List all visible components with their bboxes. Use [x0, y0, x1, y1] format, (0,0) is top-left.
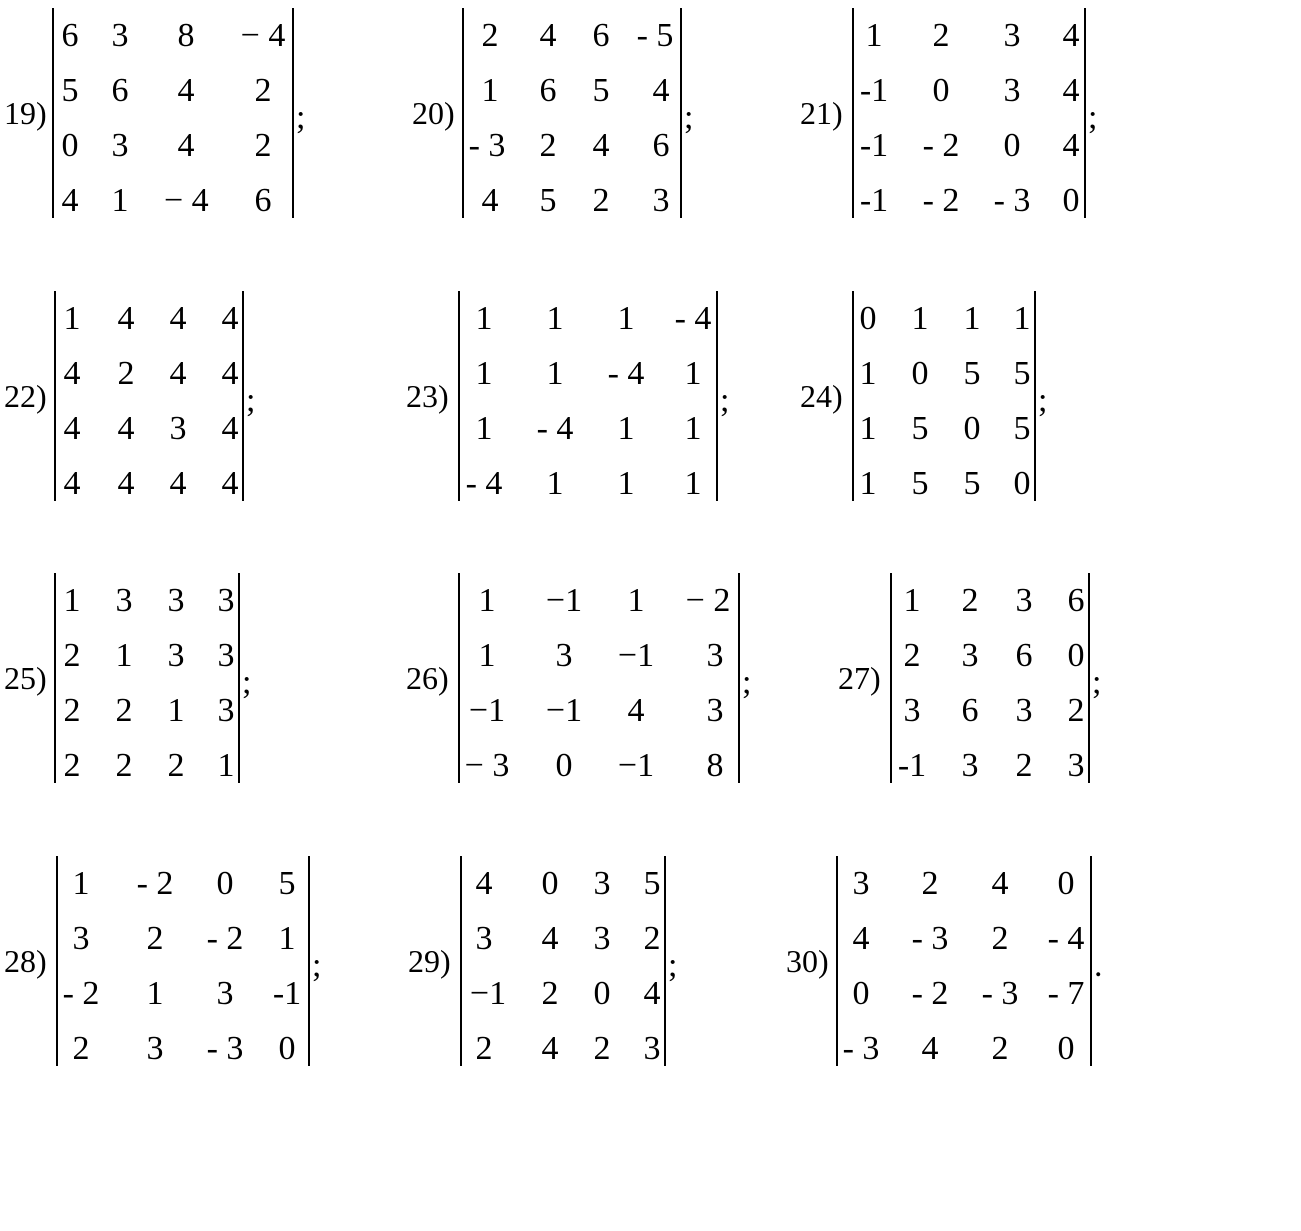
matrix-row — [460, 628, 738, 683]
matrix-cell: 1 — [63, 300, 81, 337]
matrix-cell: 0 — [1062, 182, 1080, 219]
matrix-cell: 2 — [643, 920, 661, 957]
matrix-cell: 6 — [111, 72, 129, 109]
matrix-cell: 4 — [991, 865, 1009, 902]
matrix-cell: - 4 — [1047, 920, 1085, 957]
determinant-problem-30 — [786, 856, 1116, 1066]
matrix-row — [56, 401, 242, 456]
matrix-row — [464, 8, 680, 63]
matrix-cell: 6 — [1067, 582, 1085, 619]
matrix-cell: - 2 — [922, 182, 960, 219]
matrix-cell: 3 — [217, 692, 235, 729]
matrix-row — [460, 683, 738, 738]
matrix-cell: 2 — [991, 1030, 1009, 1067]
matrix-cell: 2 — [63, 692, 81, 729]
matrix-cell: 1 — [546, 300, 564, 337]
matrix-cell: 1 — [475, 410, 493, 447]
matrix-row — [54, 118, 292, 173]
matrix-cell: - 3 — [842, 1030, 880, 1067]
matrix-row — [58, 966, 308, 1021]
matrix-cell: 2 — [593, 1030, 611, 1067]
matrix-row — [56, 683, 238, 738]
matrix-row — [838, 911, 1090, 966]
trailing-punctuation: ; — [1092, 664, 1102, 701]
matrix-row — [462, 856, 664, 911]
matrix-cell: 4 — [169, 355, 187, 392]
matrix-cell: 2 — [541, 975, 559, 1012]
matrix-cell: - 4 — [465, 465, 503, 502]
matrix-cell: 4 — [1062, 127, 1080, 164]
matrix-cell: 1 — [865, 17, 883, 54]
determinant-problem-27 — [838, 573, 1108, 783]
matrix-row — [854, 118, 1084, 173]
matrix-cell: 1 — [859, 410, 877, 447]
matrix-row — [892, 738, 1088, 793]
matrix-cell: −1 — [545, 582, 583, 619]
matrix-cell: 6 — [652, 127, 670, 164]
matrix-cell: 1 — [475, 300, 493, 337]
matrix-cell: 3 — [167, 637, 185, 674]
matrix-cell: 3 — [1067, 747, 1085, 784]
matrix-cell: 3 — [1015, 692, 1033, 729]
matrix-cell: 8 — [177, 17, 195, 54]
matrix-row — [854, 63, 1084, 118]
matrix-cell: -1 — [897, 747, 927, 784]
matrix-cell: 4 — [921, 1030, 939, 1067]
matrix-cell: 2 — [72, 1030, 90, 1067]
matrix-cell: 3 — [555, 637, 573, 674]
determinant-matrix — [458, 573, 740, 783]
determinant-matrix — [458, 291, 718, 501]
matrix-cell: − 3 — [464, 747, 510, 784]
matrix-cell: 4 — [63, 355, 81, 392]
matrix-cell: - 2 — [922, 127, 960, 164]
matrix-cell: 1 — [1013, 300, 1031, 337]
matrix-cell: 5 — [278, 865, 296, 902]
problem-label: 27) — [838, 660, 881, 696]
matrix-cell: 3 — [706, 692, 724, 729]
matrix-cell: 1 — [903, 582, 921, 619]
matrix-cell: 0 — [555, 747, 573, 784]
matrix-cell: 1 — [617, 410, 635, 447]
matrix-cell: 0 — [61, 127, 79, 164]
matrix-cell: 3 — [593, 920, 611, 957]
matrix-cell: 4 — [627, 692, 645, 729]
matrix-row — [54, 8, 292, 63]
matrix-cell: 6 — [539, 72, 557, 109]
matrix-cell: 2 — [991, 920, 1009, 957]
matrix-row — [892, 683, 1088, 738]
matrix-row — [854, 401, 1034, 456]
determinant-matrix — [52, 8, 294, 218]
matrix-cell: 4 — [169, 300, 187, 337]
matrix-row — [56, 291, 242, 346]
matrix-cell: 5 — [911, 465, 929, 502]
determinant-problem-20 — [412, 8, 712, 218]
matrix-row — [854, 8, 1084, 63]
matrix-row — [854, 173, 1084, 228]
matrix-cell: 4 — [541, 920, 559, 957]
matrix-row — [56, 738, 238, 793]
matrix-cell: - 2 — [62, 975, 100, 1012]
matrix-cell: 0 — [911, 355, 929, 392]
problem-label: 19) — [4, 95, 47, 131]
matrix-row — [464, 173, 680, 228]
matrix-cell: -1 — [859, 127, 889, 164]
determinant-problem-29 — [408, 856, 698, 1066]
trailing-punctuation: ; — [668, 947, 678, 984]
matrix-cell: 0 — [852, 975, 870, 1012]
matrix-cell: 2 — [115, 692, 133, 729]
matrix-cell: 2 — [117, 355, 135, 392]
matrix-cell: 0 — [216, 865, 234, 902]
matrix-cell: 1 — [72, 865, 90, 902]
matrix-row — [462, 1021, 664, 1076]
matrix-cell: 2 — [254, 72, 272, 109]
matrix-row — [460, 346, 716, 401]
matrix-cell: - 2 — [136, 865, 174, 902]
matrix-cell: 5 — [911, 410, 929, 447]
matrix-cell: 4 — [481, 182, 499, 219]
matrix-cell: 6 — [61, 17, 79, 54]
matrix-row — [854, 346, 1034, 401]
matrix-cell: 4 — [643, 975, 661, 1012]
matrix-cell: 0 — [1013, 465, 1031, 502]
matrix-cell: -1 — [859, 72, 889, 109]
matrix-cell: 1 — [478, 637, 496, 674]
determinant-problem-19 — [4, 8, 324, 218]
trailing-punctuation: ; — [742, 664, 752, 701]
matrix-row — [58, 1021, 308, 1076]
matrix-cell: 5 — [1013, 410, 1031, 447]
determinant-matrix — [460, 856, 666, 1066]
matrix-cell: 3 — [1015, 582, 1033, 619]
matrix-cell: 4 — [221, 410, 239, 447]
matrix-cell: 1 — [167, 692, 185, 729]
matrix-cell: 0 — [963, 410, 981, 447]
matrix-cell: 0 — [1057, 865, 1075, 902]
determinant-matrix — [890, 573, 1090, 783]
matrix-cell: -1 — [859, 182, 889, 219]
matrix-cell: −1 — [617, 747, 655, 784]
matrix-cell: - 3 — [468, 127, 506, 164]
matrix-cell: 5 — [61, 72, 79, 109]
matrix-cell: 2 — [115, 747, 133, 784]
trailing-punctuation: ; — [296, 99, 306, 136]
matrix-cell: 0 — [932, 72, 950, 109]
matrix-row — [54, 173, 292, 228]
matrix-cell: 0 — [278, 1030, 296, 1067]
matrix-cell: 1 — [627, 582, 645, 619]
matrix-cell: 4 — [1062, 72, 1080, 109]
matrix-cell: 5 — [643, 865, 661, 902]
matrix-cell: 0 — [1067, 637, 1085, 674]
matrix-cell: 2 — [63, 637, 81, 674]
matrix-cell: 6 — [254, 182, 272, 219]
matrix-cell: 2 — [961, 582, 979, 619]
matrix-cell: 1 — [111, 182, 129, 219]
matrix-cell: −1 — [617, 637, 655, 674]
trailing-punctuation: ; — [242, 664, 252, 701]
matrix-cell: − 4 — [240, 17, 286, 54]
matrix-cell: 0 — [1057, 1030, 1075, 1067]
matrix-cell: 1 — [478, 582, 496, 619]
matrix-cell: 5 — [963, 465, 981, 502]
matrix-row — [460, 738, 738, 793]
matrix-cell: 4 — [117, 410, 135, 447]
matrix-cell: 3 — [146, 1030, 164, 1067]
matrix-cell: 4 — [177, 127, 195, 164]
matrix-cell: 3 — [593, 865, 611, 902]
matrix-cell: - 3 — [911, 920, 949, 957]
matrix-cell: 3 — [643, 1030, 661, 1067]
matrix-cell: − 4 — [164, 182, 209, 219]
matrix-cell: 1 — [217, 747, 235, 784]
matrix-row — [892, 573, 1088, 628]
matrix-row — [58, 856, 308, 911]
matrix-row — [892, 628, 1088, 683]
matrix-cell: 3 — [852, 865, 870, 902]
matrix-row — [838, 966, 1090, 1021]
matrix-cell: 4 — [61, 182, 79, 219]
trailing-punctuation: ; — [312, 947, 322, 984]
determinant-matrix — [56, 856, 310, 1066]
matrix-row — [460, 573, 738, 628]
matrix-cell: 1 — [911, 300, 929, 337]
matrix-row — [838, 856, 1090, 911]
problem-label: 26) — [406, 660, 449, 696]
matrix-cell: 2 — [539, 127, 557, 164]
matrix-cell: 5 — [963, 355, 981, 392]
matrix-cell: 4 — [652, 72, 670, 109]
matrix-cell: −1 — [469, 975, 507, 1012]
matrix-row — [462, 966, 664, 1021]
matrix-cell: 3 — [216, 975, 234, 1012]
matrix-cell: 3 — [111, 17, 129, 54]
determinant-problem-22 — [4, 291, 274, 501]
matrix-cell: - 4 — [536, 410, 574, 447]
matrix-cell: - 3 — [993, 182, 1031, 219]
matrix-cell: 2 — [932, 17, 950, 54]
matrix-cell: 1 — [546, 355, 564, 392]
matrix-cell: 4 — [117, 465, 135, 502]
problem-label: 29) — [408, 943, 451, 979]
determinant-problem-28 — [4, 856, 344, 1066]
determinant-matrix — [462, 8, 682, 218]
problem-label: 24) — [800, 378, 843, 414]
matrix-row — [854, 456, 1034, 511]
matrix-cell: 4 — [117, 300, 135, 337]
matrix-row — [854, 291, 1034, 346]
matrix-cell: 0 — [541, 865, 559, 902]
trailing-punctuation: ; — [720, 382, 730, 419]
determinant-problem-21 — [800, 8, 1110, 218]
matrix-cell: 5 — [1013, 355, 1031, 392]
determinant-matrix — [54, 573, 240, 783]
matrix-row — [56, 628, 238, 683]
matrix-cell: 4 — [852, 920, 870, 957]
matrix-cell: 3 — [217, 637, 235, 674]
matrix-cell: - 4 — [674, 300, 712, 337]
matrix-cell: 4 — [221, 465, 239, 502]
determinant-matrix — [852, 8, 1086, 218]
matrix-cell: 1 — [617, 465, 635, 502]
matrix-cell: 1 — [146, 975, 164, 1012]
matrix-cell: - 2 — [206, 920, 244, 957]
matrix-row — [58, 911, 308, 966]
matrix-cell: 1 — [963, 300, 981, 337]
matrix-cell: 3 — [217, 582, 235, 619]
matrix-cell: 1 — [481, 72, 499, 109]
matrix-cell: − 2 — [685, 582, 731, 619]
matrix-cell: 2 — [481, 17, 499, 54]
matrix-cell: 0 — [1003, 127, 1021, 164]
matrix-cell: 5 — [592, 72, 610, 109]
matrix-cell: 4 — [592, 127, 610, 164]
matrix-cell: 3 — [1003, 17, 1021, 54]
matrix-cell: 2 — [146, 920, 164, 957]
matrix-cell: 4 — [63, 410, 81, 447]
matrix-cell: 1 — [859, 355, 877, 392]
matrix-cell: 0 — [593, 975, 611, 1012]
problem-label: 23) — [406, 378, 449, 414]
matrix-cell: 4 — [1062, 17, 1080, 54]
problem-label: 21) — [800, 95, 843, 131]
matrix-row — [460, 401, 716, 456]
problem-label: 22) — [4, 378, 47, 414]
determinant-problem-24 — [800, 291, 1060, 501]
matrix-cell: 4 — [169, 465, 187, 502]
matrix-cell: 5 — [539, 182, 557, 219]
matrix-cell: 1 — [684, 410, 702, 447]
trailing-punctuation: ; — [1038, 382, 1048, 419]
matrix-cell: 3 — [961, 637, 979, 674]
matrix-row — [460, 291, 716, 346]
matrix-cell: - 3 — [206, 1030, 244, 1067]
matrix-cell: 2 — [921, 865, 939, 902]
matrix-row — [462, 911, 664, 966]
matrix-cell: 2 — [1015, 747, 1033, 784]
matrix-cell: 6 — [592, 17, 610, 54]
matrix-cell: 3 — [72, 920, 90, 957]
matrix-cell: 3 — [652, 182, 670, 219]
matrix-cell: 2 — [167, 747, 185, 784]
matrix-cell: 3 — [475, 920, 493, 957]
matrix-cell: 3 — [169, 410, 187, 447]
matrix-cell: - 4 — [607, 355, 645, 392]
matrix-cell: 1 — [278, 920, 296, 957]
determinant-problem-25 — [4, 573, 274, 783]
matrix-row — [56, 456, 242, 511]
matrix-cell: 3 — [1003, 72, 1021, 109]
matrix-cell: - 3 — [981, 975, 1019, 1012]
matrix-row — [56, 573, 238, 628]
matrix-cell: 1 — [859, 465, 877, 502]
matrix-cell: 1 — [63, 582, 81, 619]
matrix-cell: 3 — [903, 692, 921, 729]
matrix-cell: 2 — [903, 637, 921, 674]
determinant-matrix — [852, 291, 1036, 501]
matrix-cell: 2 — [254, 127, 272, 164]
matrix-cell: 3 — [111, 127, 129, 164]
determinant-matrix — [54, 291, 244, 501]
matrix-cell: −1 — [545, 692, 583, 729]
trailing-punctuation: ; — [1088, 99, 1098, 136]
matrix-row — [464, 63, 680, 118]
determinant-matrix — [836, 856, 1092, 1066]
matrix-cell: 4 — [221, 300, 239, 337]
matrix-cell: -1 — [272, 975, 302, 1012]
matrix-cell: 1 — [684, 355, 702, 392]
matrix-cell: 4 — [475, 865, 493, 902]
matrix-cell: 0 — [859, 300, 877, 337]
matrix-cell: 2 — [475, 1030, 493, 1067]
matrix-cell: 6 — [961, 692, 979, 729]
matrix-cell: 2 — [63, 747, 81, 784]
problem-label: 30) — [786, 943, 829, 979]
matrix-cell: 4 — [541, 1030, 559, 1067]
problem-label: 28) — [4, 943, 47, 979]
matrix-row — [54, 63, 292, 118]
matrix-cell: 1 — [115, 637, 133, 674]
matrix-row — [460, 456, 716, 511]
trailing-punctuation: ; — [684, 99, 694, 136]
matrix-cell: 4 — [177, 72, 195, 109]
matrix-row — [838, 1021, 1090, 1076]
matrix-cell: 2 — [1067, 692, 1085, 729]
matrix-cell: 4 — [63, 465, 81, 502]
matrix-row — [464, 118, 680, 173]
matrix-cell: - 2 — [911, 975, 949, 1012]
matrix-cell: 1 — [475, 355, 493, 392]
determinant-problem-23 — [406, 291, 736, 501]
matrix-cell: 1 — [617, 300, 635, 337]
matrix-cell: 3 — [167, 582, 185, 619]
matrix-cell: 4 — [221, 355, 239, 392]
matrix-cell: 8 — [706, 747, 724, 784]
problem-label: 20) — [412, 95, 455, 131]
trailing-punctuation: . — [1094, 947, 1103, 984]
trailing-punctuation: ; — [246, 382, 256, 419]
matrix-cell: 6 — [1015, 637, 1033, 674]
matrix-cell: −1 — [468, 692, 506, 729]
matrix-cell: 3 — [115, 582, 133, 619]
problem-label: 25) — [4, 660, 47, 696]
matrix-cell: 2 — [592, 182, 610, 219]
matrix-cell: - 7 — [1047, 975, 1085, 1012]
matrix-cell: 3 — [706, 637, 724, 674]
matrix-cell: 4 — [539, 17, 557, 54]
matrix-cell: 1 — [684, 465, 702, 502]
determinant-problem-26 — [406, 573, 756, 783]
matrix-cell: 1 — [546, 465, 564, 502]
matrix-cell: - 5 — [636, 17, 674, 54]
matrix-cell: 3 — [961, 747, 979, 784]
matrix-row — [56, 346, 242, 401]
